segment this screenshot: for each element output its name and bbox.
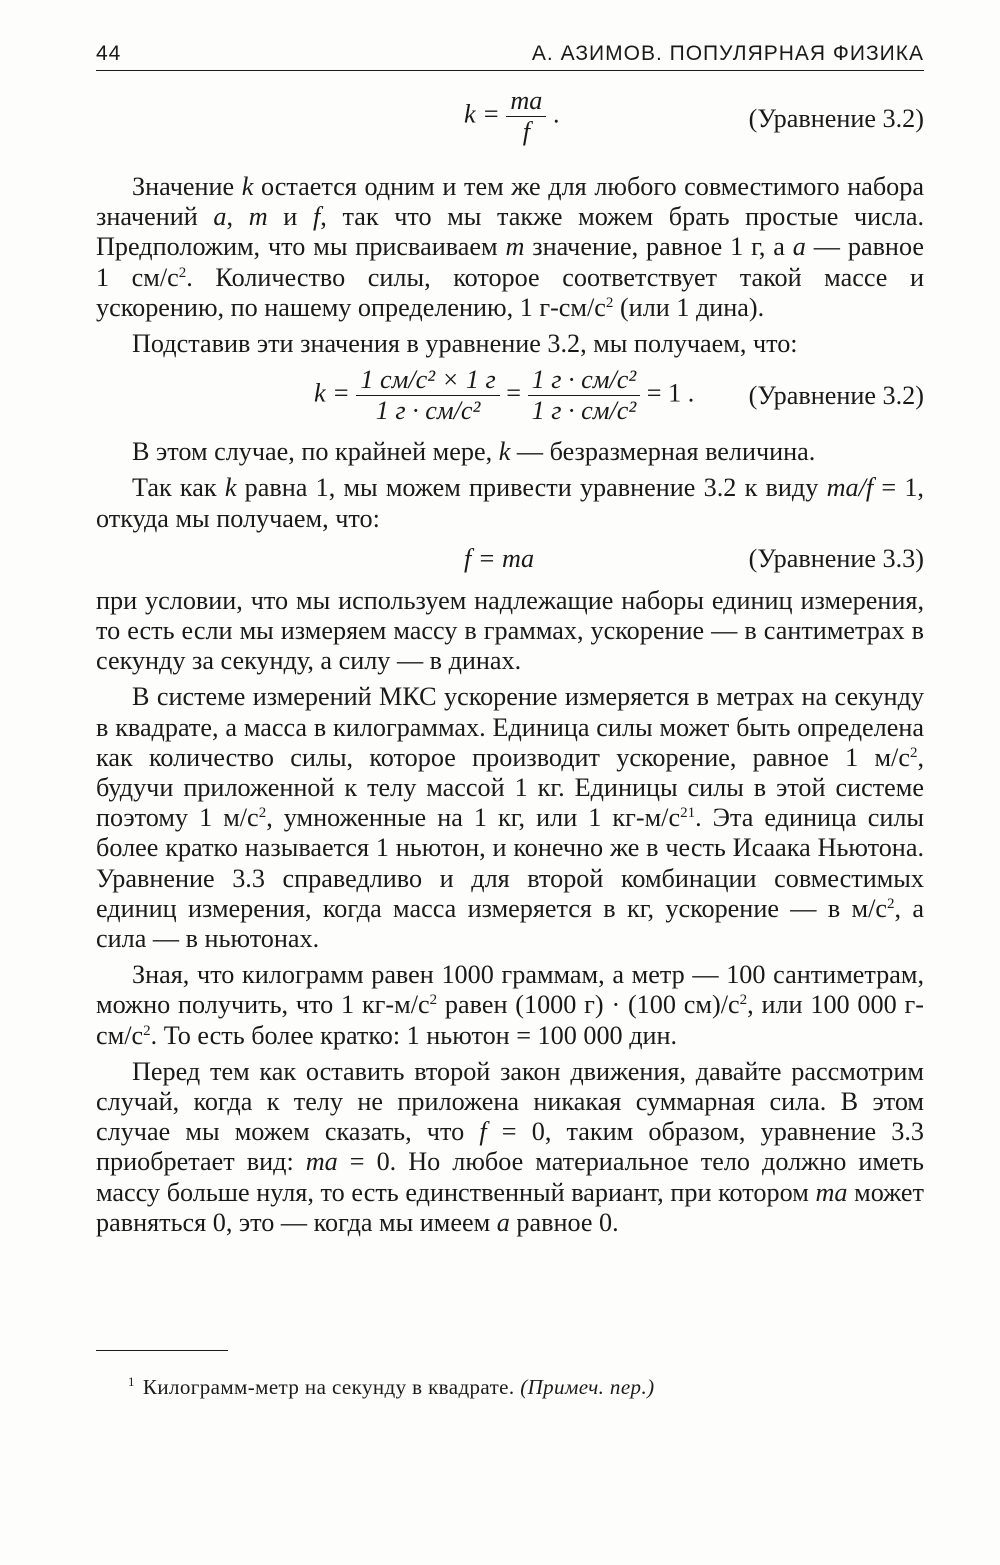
paragraph-3: В этом случае, по крайней мере, k — безразмерная величина. — [132, 437, 816, 467]
eq1-tail: . — [552, 99, 560, 129]
footnote-note: (Примеч. пер.) — [520, 1375, 655, 1399]
eq1-denominator: f — [522, 117, 531, 146]
eq2-denominator-2: 1 г · см/с² — [531, 396, 637, 426]
eq2-numerator-1: 1 см/с² × 1 г — [356, 365, 499, 396]
footnote — [128, 1374, 908, 1400]
eq1-fraction — [506, 86, 546, 147]
footnote-ref: 21 — [680, 805, 696, 822]
paragraph-2: Подставив эти значения в уравнение 3.2, мы получаем, что: — [132, 329, 798, 359]
eq2-denominator-1: 1 г · см/с² — [375, 396, 481, 426]
footnote-marker: 1 — [128, 1374, 135, 1389]
eq2-lhs: k = — [314, 378, 350, 408]
eq3-expression: f = ma — [464, 543, 535, 573]
eq1-lhs: k = — [464, 99, 500, 129]
eq1-numerator: ma — [506, 86, 546, 117]
paragraph-5: при условии, что мы используем надлежащие наборы единиц измерения, то есть если мы измеряем массу в граммах, ускорение — в сантиметрах в секунду за секунду, а силу — в динах. — [96, 585, 924, 676]
eq2-label: (Уравнение 3.2) — [748, 381, 924, 411]
footnote-text: Килограмм-метр на секунду в квадрате. — [142, 1375, 521, 1399]
eq2-rhs: = 1 . — [646, 378, 695, 408]
eq2-fraction-2 — [528, 365, 641, 426]
paragraph-6: В системе измерений МКС ускорение измеряется в метрах на секунду в квадрате, а масса в килограммах. Единица силы может быть определена как количество силы, которое производит ускорение, равное 1 $м/с^2$, будучи приложенной к телу массой 1 кг. Единицы силы в этой системе поэтому 1 $м/с^2$, умноженные на 1 кг, или 1 $кг-м/с^{21}$. Эта единица силы более кратко называется 1 ньютон, и конечно же в честь Исаака Ньютона. Уравнение 3.3 справедливо и для второй комбинации совместимых единиц измерения, когда масса измеряется в кг, ускорение — в $м/с^2$, а сила — в ньютонах. — [96, 682, 925, 954]
eq2-numerator-2: 1 г · см/с² — [528, 365, 641, 396]
eq2-equals: = — [506, 378, 522, 408]
running-header — [96, 40, 924, 71]
footnote-divider — [96, 1350, 228, 1351]
equation-3-2-substitution — [96, 359, 924, 437]
paragraph-1: Значение k остается одним и тем же для любого совместимого набора значений a, m и f, так что мы также можем брать простые числа. Предположим, что мы присваиваем m значение, равное 1 г, а a — равное 1 $см/с^2$. Количество силы, которое соответствует такой массе и ускорению, по нашему определению, 1 $г-см/с^2$ (или 1 дина). — [96, 172, 925, 322]
eq2-fraction-1 — [356, 365, 499, 426]
equation-3-2-definition — [96, 82, 924, 172]
page-number: 44 — [96, 42, 122, 65]
paragraph-8: Перед тем как оставить второй закон движения, давайте рассмотрим случай, когда к телу не приложена никакая суммарная сила. В этом случае мы можем сказать, что f = 0, таким образом, уравнение 3.3 приобретает вид: ma = 0. Но любое материальное тело должно иметь массу больше нуля, то есть единственный вариант, при котором ma может равняться 0, это — когда мы имеем a равное 0. — [96, 1056, 924, 1237]
eq3-label: (Уравнение 3.3) — [748, 543, 924, 573]
eq1-label: (Уравнение 3.2) — [748, 104, 924, 133]
equation-3-3 — [96, 536, 924, 582]
paragraph-4: Так как k равна 1, мы можем привести уравнение 3.2 к виду ma/f = 1, откуда мы получаем, что: — [96, 473, 924, 533]
running-title: А. АЗИМОВ. ПОПУЛЯРНАЯ ФИЗИКА — [531, 42, 924, 65]
page-body — [96, 82, 924, 1238]
paragraph-7: Зная, что килограмм равен 1000 граммам, а метр — 100 сантиметрам, можно получить, что 1 $кг-м/с^2$ равен (1000 г) · (100 $см)/с^2$, или 100 000 $г-см/с^2$. То есть более кратко: 1 ньютон = 100 000 дин. — [96, 960, 924, 1050]
